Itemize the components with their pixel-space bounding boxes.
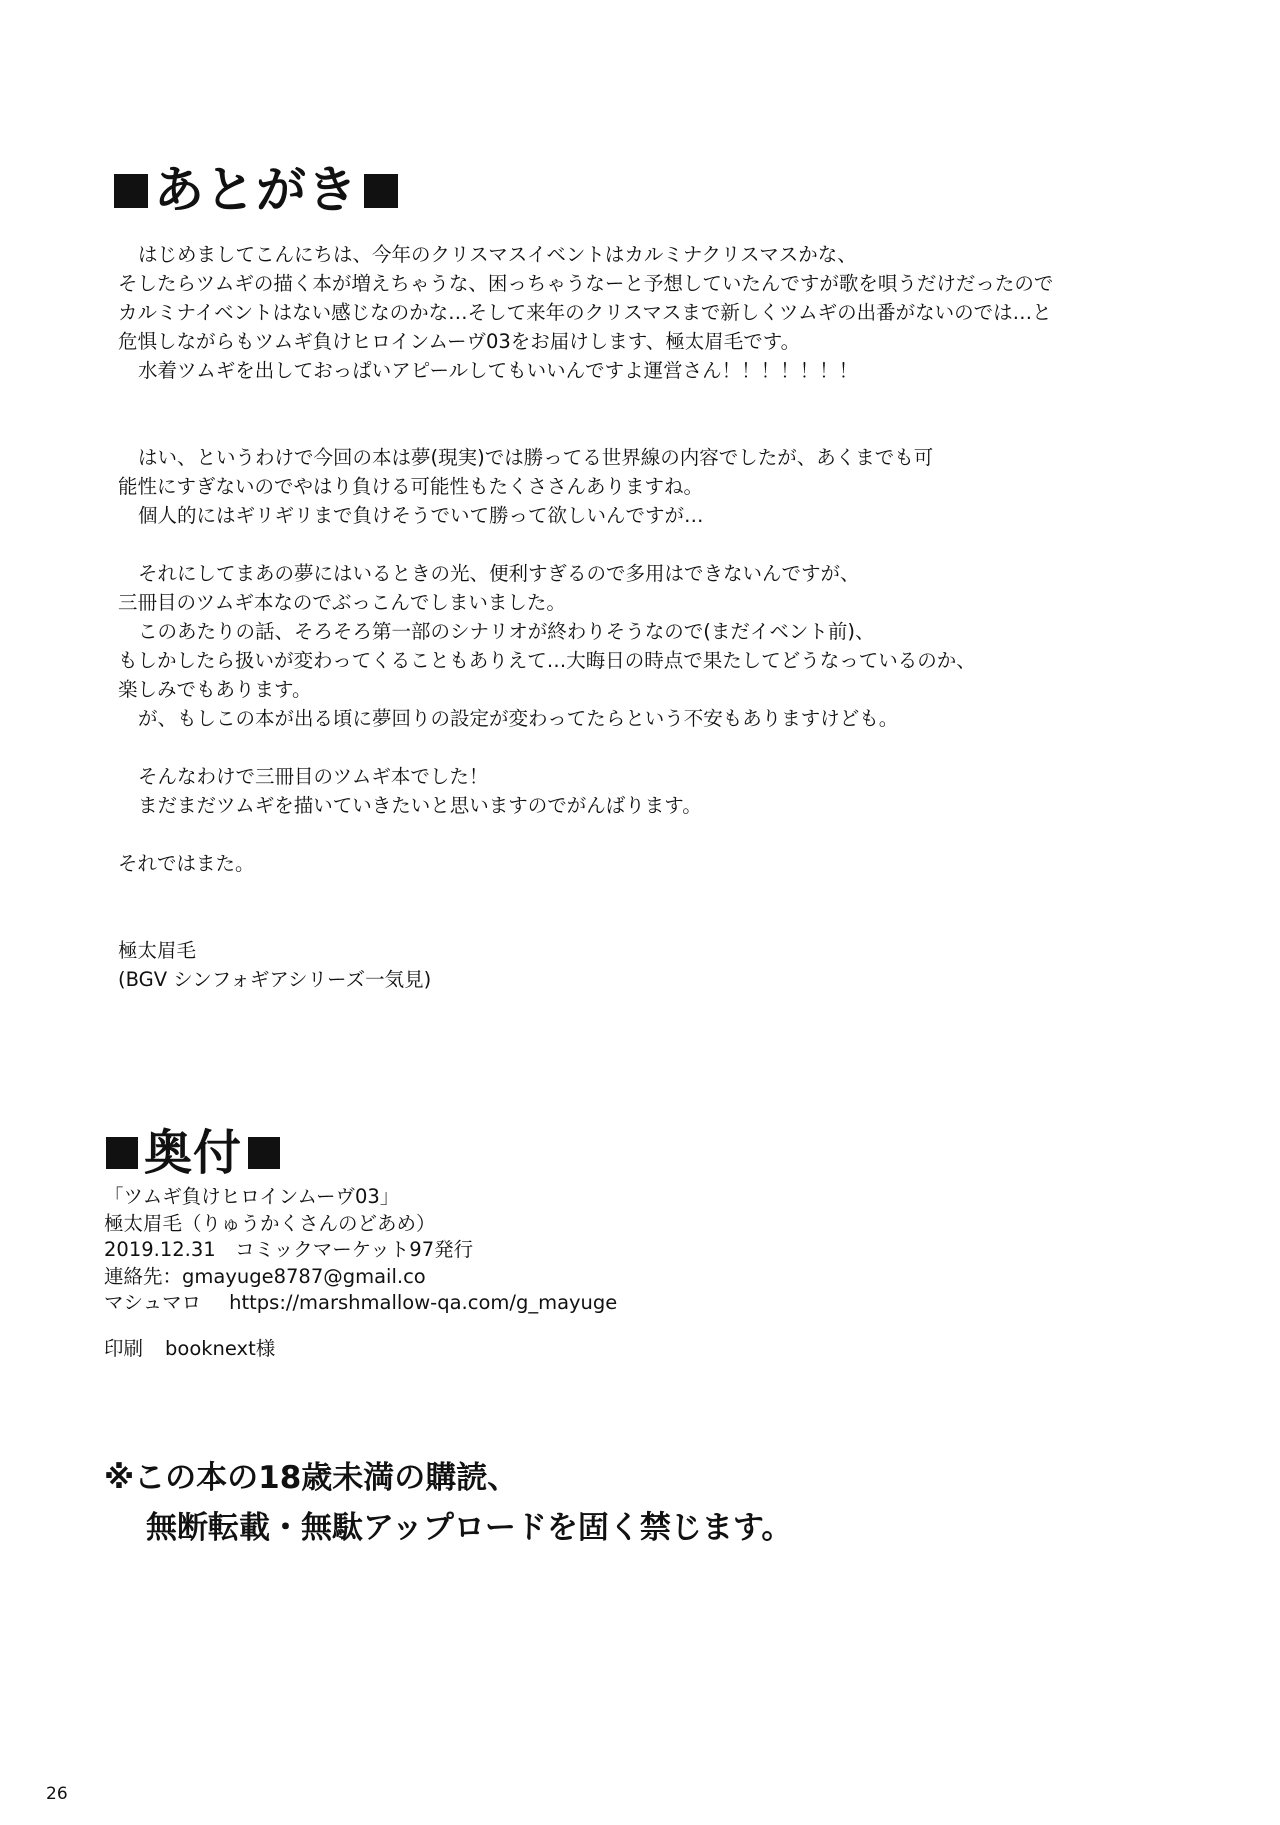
marshmallow-link: https://marshmallow-qa.com/g_mayuge: [229, 1291, 618, 1314]
afterword-line: 水着ツムギを出しておっぱいアピールしてもいいんですよ運営さん！！！！！！！: [138, 359, 859, 382]
afterword-heading-text: あとがき: [154, 161, 358, 219]
paragraph-gap: [118, 733, 1198, 762]
book-title: 「ツムギ負けヒロインムーヴ03」: [104, 1185, 400, 1208]
afterword-line: 能性にすぎないのでやはり負ける可能性もたくささんありますね。: [118, 475, 704, 498]
afterword-line: が、もしこの本が出る頃に夢回りの設定が変わってたらという不安もありますけども。: [138, 707, 899, 730]
colophon-block: [104, 1184, 617, 1362]
afterword-line: そしたらツムギの描く本が増えちゃうな、困っちゃうなーと予想していたんですが歌を唄うだけだったので: [118, 272, 1054, 295]
afterword-line: カルミナイベントはない感じなのかな…そして来年のクリスマスまで新しくツムギの出番がないのでは…と: [118, 301, 1052, 324]
colophon-heading-text: 奥付: [144, 1125, 243, 1181]
afterword-heading: [108, 162, 404, 218]
printer-name: booknext様: [165, 1336, 276, 1360]
afterword-line: このあたりの話、そろそろ第一部のシナリオが終わりそうなので(まだイベント前)、: [138, 620, 875, 643]
contact-email: 連絡先：gmayuge8787@gmail.co: [104, 1264, 426, 1288]
printer-label: 印刷: [104, 1336, 144, 1360]
page-number: 26: [46, 1784, 68, 1804]
paragraph-gap: [118, 820, 1198, 849]
afterword-bgv-note: (BGV シンフォギアシリーズ一気見): [118, 968, 432, 991]
warning-line-1: ※この本の18歳未満の購読、: [104, 1460, 519, 1496]
afterword-line: それにしてまあの夢にはいるときの光、便利すぎるので多用はできないんですが、: [138, 562, 860, 585]
paragraph-gap: [118, 878, 1198, 936]
afterword-line: はじめましてこんにちは、今年のクリスマスイベントはカルミナクリスマスかな、: [138, 243, 857, 266]
afterword-closing: それではまた。: [118, 852, 255, 875]
age-restriction-warning: [104, 1453, 792, 1553]
paragraph-gap: [118, 530, 1198, 559]
afterword-body: [118, 240, 1198, 994]
release-info: 2019.12.31 コミックマーケット97発行: [104, 1238, 474, 1261]
warning-line-2: 無断転載・無駄アップロードを固く禁じます。: [146, 1510, 793, 1546]
afterword-line: 楽しみでもあります。: [118, 678, 312, 701]
afterword-line: そんなわけで三冊目のツムギ本でした！: [138, 765, 489, 788]
paragraph-gap: [118, 385, 1198, 443]
colophon-heading: [100, 1126, 286, 1180]
afterword-line: はい、というわけで今回の本は夢(現実)では勝ってる世界線の内容でしたが、あくまでも可: [138, 446, 934, 469]
square-bullet-icon: [114, 174, 148, 208]
printer-row: [104, 1336, 617, 1363]
afterword-line: まだまだツムギを描いていきたいと思いますのでがんばります。: [138, 794, 702, 817]
square-bullet-icon: [248, 1137, 280, 1169]
afterword-line: 三冊目のツムギ本なのでぶっこんでしまいました。: [118, 591, 566, 614]
marshmallow-label: マシュマロ: [104, 1291, 202, 1314]
author-name: 極太眉毛（りゅうかくさんのどあめ）: [104, 1211, 436, 1235]
afterword-line: もしかしたら扱いが変わってくることもありえて…大晦日の時点で果たしてどうなっているのか、: [118, 649, 976, 672]
square-bullet-icon: [364, 174, 398, 208]
square-bullet-icon: [106, 1137, 138, 1169]
afterword-line: 個人的にはギリギリまで負けそうでいて勝って欲しいんですが…: [138, 504, 704, 527]
marshmallow-row: [104, 1290, 617, 1317]
afterword-line: 危惧しながらもツムギ負けヒロインムーヴ03をお届けします、極太眉毛です。: [118, 330, 801, 353]
afterword-signature: 極太眉毛: [118, 939, 197, 962]
